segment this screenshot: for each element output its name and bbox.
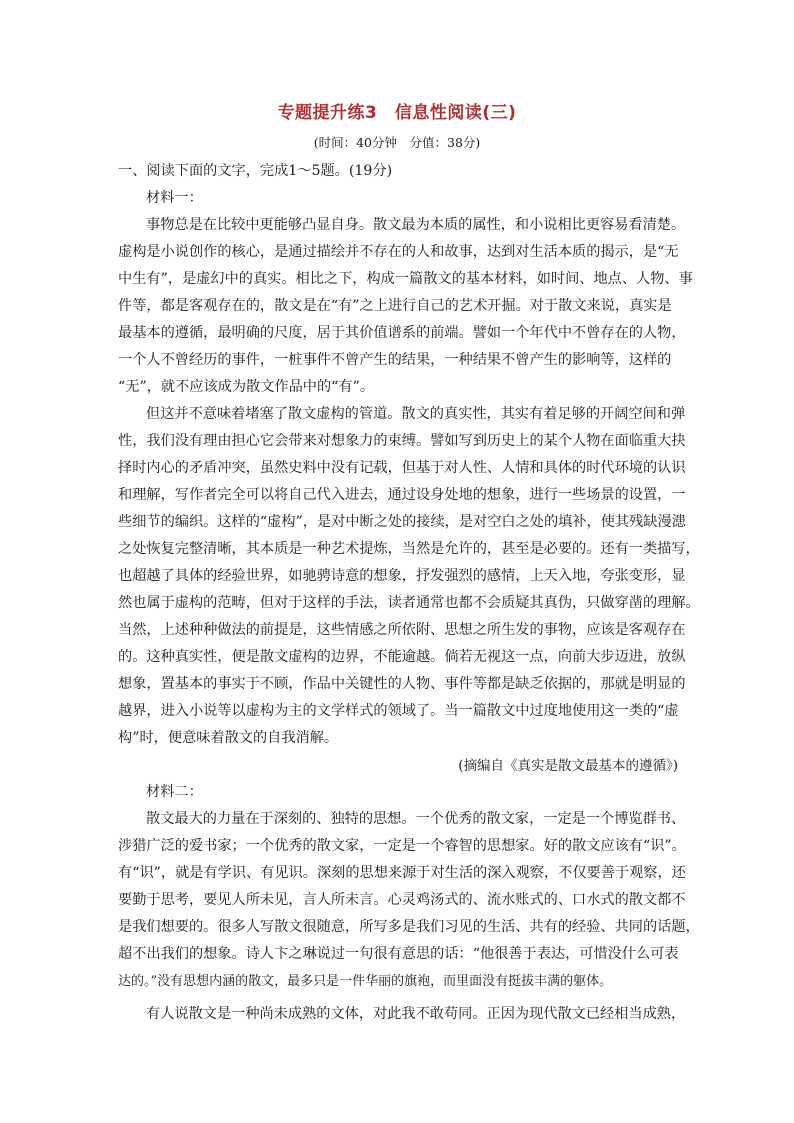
page-title: 专题提升练3 信息性阅读(三) <box>277 103 517 123</box>
paragraph-line: “无”，就不应该成为散文作品中的“有”。 <box>118 379 375 395</box>
question-instruction: 一、阅读下面的文字，完成1～5题。(19分) <box>118 163 393 179</box>
paragraph-line: 要勤于思考，要见人所未见，言人所未言。心灵鸡汤式的、流水账式的、口水式的散文都不 <box>118 892 686 908</box>
paragraph-line: 和理解，写作者完全可以将自己代入进去，通过设身处地的想象，进行一些场景的设置，一 <box>118 487 686 503</box>
paragraph-line: 中生有”，是虚幻中的真实。相比之下，构成一篇散文的基本材料，如时间、地点、人物、事 <box>118 271 693 287</box>
paragraph-line: 一个人不曾经历的事件，一桩事件不曾产生的结果，一种结果不曾产生的影响等，这样的 <box>118 352 672 368</box>
paragraph-line: 虚构是小说创作的核心，是通过描绘并不存在的人和故事，达到对生活本质的揭示，是“无 <box>118 244 679 260</box>
paragraph-line: 但这并不意味着堵塞了散文虚构的管道。散文的真实性，其实有着足够的开阔空间和弹 <box>146 406 686 422</box>
paragraph-line: 性，我们没有理由担心它会带来对想象力的束缚。譬如写到历史上的某个人物在面临重大抉 <box>118 433 686 449</box>
paragraph-line: 达的。”没有思想内涵的散文，最多只是一件华丽的旗袍，而里面没有挺拔丰满的躯体。 <box>118 974 613 989</box>
paragraph-line: 择时内心的矛盾冲突，虽然史料中没有记载，但基于对人性、人情和具体的时代环境的认识 <box>118 460 686 476</box>
material-one-label: 材料一： <box>146 190 203 206</box>
paragraph-line: 也超越了具体的经验世界，如驰骋诗意的想象，抒发强烈的感情，上天入地，夸张变形，显 <box>118 568 686 584</box>
paragraph-line: 最基本的遵循，最明确的尺度，居于其价值谱系的前端。譬如一个年代中不曾存在的人物， <box>118 325 686 341</box>
paragraph-line: 的。这种真实性，便是散文虚构的边界，不能逾越。倘若无视这一点，向前大步迈进，放纵 <box>118 649 686 665</box>
paragraph-line: 想象，置基本的事实于不顾，作品中关键性的人物、事件等都是缺乏依据的，那就是明显的 <box>118 676 686 692</box>
time-score-info: (时间：40分钟 分值：38分) <box>313 135 481 150</box>
paragraph-line: 当然，上述种种做法的前提是，这些情感之所依附、思想之所生发的事物，应该是客观存在 <box>118 622 686 638</box>
paragraph-line: 超不出我们的想象。诗人卞之琳说过一句很有意思的话：“他很善于表达，可惜没什么可表 <box>118 946 679 962</box>
paragraph-line: 涉猎广泛的爱书家；一个优秀的散文家，一定是一个睿智的思想家。好的散文应该有“识”。 <box>118 838 686 854</box>
paragraph-line: 然也属于虚构的范畴，但对于这样的手法，读者通常也都不会质疑其真伪，只做穿凿的理解。 <box>118 595 700 611</box>
paragraph-line: 件等，都是客观存在的，散文是在“有”之上进行自己的艺术开掘。对于散文来说，真实是 <box>118 298 672 314</box>
paragraph-line: 散文最大的力量在于深刻的、独特的思想。一个优秀的散文家，一定是一个博览群书、 <box>146 811 686 827</box>
paragraph-line: 有人说散文是一种尚未成熟的文体，对此我不敢苟同。正因为现代散文已经相当成熟， <box>146 1006 686 1022</box>
material-two-label: 材料二： <box>146 784 203 800</box>
paragraph-line: 是我们想要的。很多人写散文很随意，所写多是我们习见的生活、共有的经验、共同的话题， <box>118 919 700 935</box>
source-citation: (摘编自《真实是散文最基本的遵循》) <box>458 758 678 774</box>
paragraph-line: 有“识”，就是有学识、有见识。深刻的思想来源于对生活的深入观察，不仅要善于观察，还 <box>118 865 686 881</box>
paragraph-line: 越界，进入小说等以虚构为主的文学样式的领域了。当一篇散文中过度地使用这一类的“虚 <box>118 703 679 719</box>
paragraph-line: 些细节的编织。这样的“虚构”，是对中断之处的接续，是对空白之处的填补，使其残缺漫漶 <box>118 514 686 530</box>
paragraph-line: 事物总是在比较中更能够凸显自身。散文最为本质的属性，和小说相比更容易看清楚。 <box>146 217 686 233</box>
paragraph-line: 之处恢复完整清晰，其本质是一种艺术提炼，当然是允许的，甚至是必要的。还有一类描写， <box>118 541 700 557</box>
paragraph-line: 构”时，便意味着散文的自我消解。 <box>118 730 339 746</box>
